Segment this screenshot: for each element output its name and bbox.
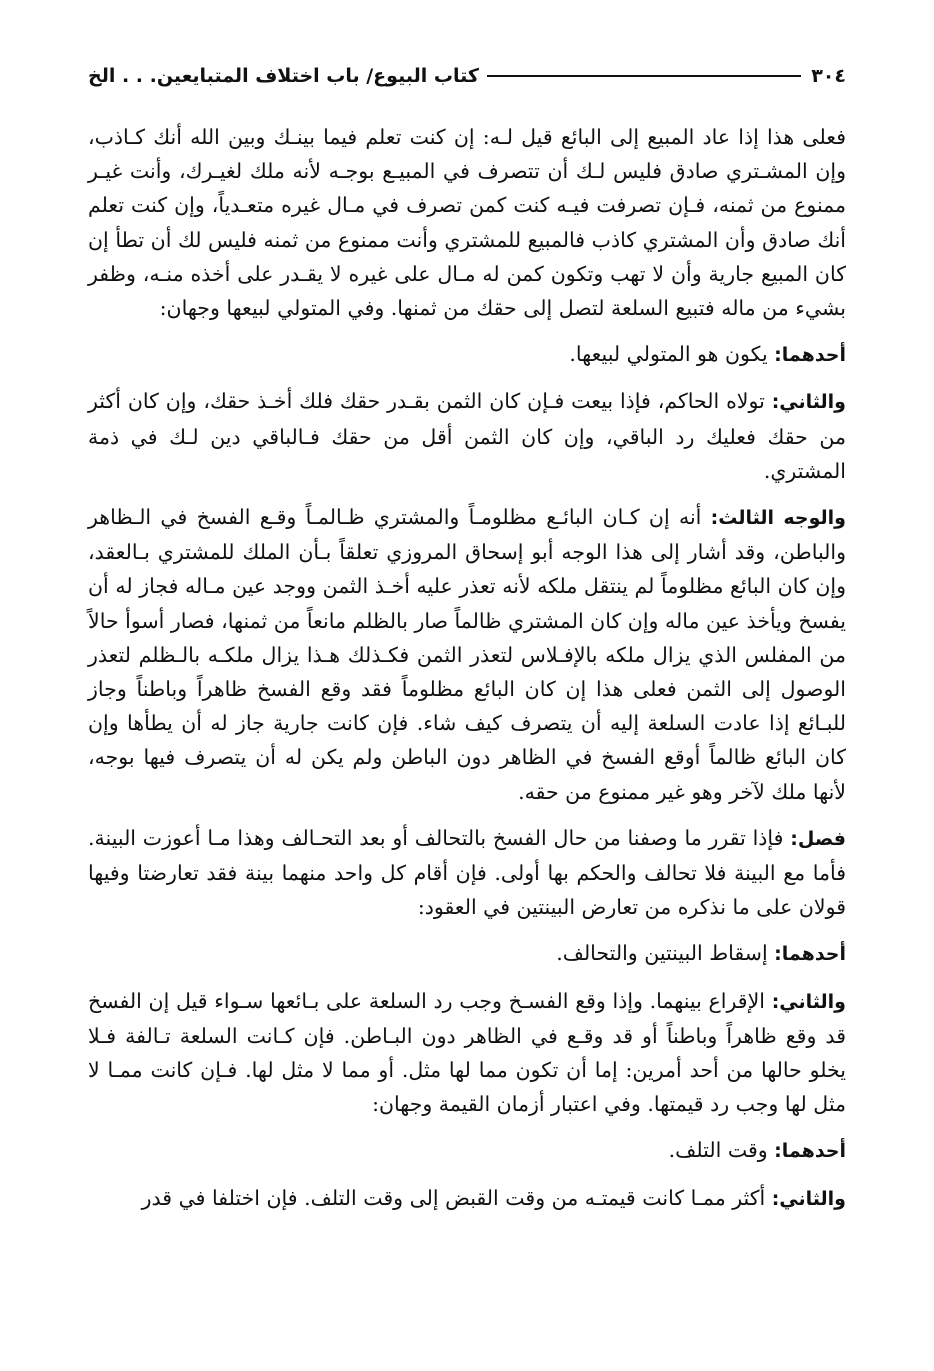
paragraph-text: أنه إن كـان البائـع مظلومـاً والمشتري ظـالمـاً وقـع الفسخ في الـظاهر والباطن، وقد أشار إلى هذا الوجه أبو إسحاق المروزي تعلقاً بـأن الملك للمشتري بـالعقد، وإن كان البائع مظلوماً لم ينتقل ملكه لأنه تعذر عليه أخـذ الثمن ووجد عين مـاله فجاز له أن يفسخ ويأخذ عين ماله وإن كان المشتري ظالماً صار بالظلم مانعاً من ثمنها، فصار أسوأ حالاً من المفلس الذي يزال ملكه بالإفـلاس لتعذر الثمن فكـذلك هـذا يزال ملكـه بالـظلم لتعذر الوصول إلى الثمن فعلى هذا إن كان البائع مظلوماً فقد وقع الفسخ ظاهراً وباطناً وجاز للبـائع إذا عادت السلعة إليه أن يتصرف كيف شاء. فإن كانت جارية جاز له أن يطأها وإن كان البائع ظالماً أوقع الفسخ في الظاهر دون الباطن ولم يكن له أن يتصرف فيها بوجه، لأنها ملك لآخر وهو غير ممنوع من حقه. <box>88 505 846 804</box>
paragraph-third-view <box>88 500 846 809</box>
paragraph-first-view <box>88 337 846 372</box>
running-header <box>88 58 846 94</box>
paragraph-section <box>88 821 846 925</box>
paragraph-lead: أحدهما: <box>774 943 846 966</box>
paragraph-text: يكون هو المتولي لبيعها. <box>569 342 775 367</box>
paragraph-second-time <box>88 1181 846 1216</box>
paragraph-text: وقت التلف. <box>668 1138 775 1163</box>
paragraph-first-time <box>88 1133 846 1168</box>
paragraph-lead: والثاني: <box>771 391 846 414</box>
paragraph-lead: والثاني: <box>771 1187 846 1210</box>
paragraph-text: أكثر ممـا كانت قيمتـه من وقت القبض إلى وقت التلف. فإن اختلفا في قدر <box>141 1185 772 1210</box>
paragraph-lead: والثاني: <box>771 990 846 1013</box>
paragraph-intro <box>88 120 846 325</box>
paragraph-text: تولاه الحاكم، فإذا بيعت فـإن كان الثمن بقـدر حقك فلك أخـذ حقك، وإن كان أكثر من حقك فعليك رد الباقي، وإن كان الثمن أقل من حقك فـالباقي دين لـك في ذمة المشتري. <box>88 389 846 483</box>
paragraph-text: إسقاط البينتين والتحالف. <box>556 941 775 966</box>
header-title: كتاب البيوع/ باب اختلاف المتبايعين. . . الخ <box>88 65 479 87</box>
paragraph-second-saying <box>88 984 846 1122</box>
paragraph-second-view <box>88 384 846 488</box>
paragraph-text: فإذا تقرر ما وصفنا من حال الفسخ بالتحالف أو بعد التحـالف وهذا مـا أعوزت البينة. فأما مع البينة فلا تحالف والحكم بها أولى. فإن أقام كل واحد منهما بينة فقد تعارضتا وفيها قولان على ما نذكره من تعارض البينتين في العقود: <box>88 825 846 920</box>
paragraph-lead: أحدهما: <box>774 1140 846 1163</box>
header-rule <box>487 75 801 77</box>
page-number: ٣٠٤ <box>811 65 846 87</box>
paragraph-lead: أحدهما: <box>774 344 846 367</box>
paragraph-text: الإقراع بينهما. وإذا وقع الفسـخ وجب رد السلعة على بـائعها سـواء قيل إن الفسخ قد وقع ظاهراً وباطناً أو قد وقـع في الظاهر دون البـاطن. فإن كـانت السلعة تـالفة فـلا يخلو حالها من أحد أمرين: إما أن تكون مما لها مثل. أو مما لا مثل لها. فـإن كانت ممـا لا مثل لها وجب رد قيمتها. وفي اعتبار أزمان القيمة وجهان: <box>88 988 846 1117</box>
paragraph-lead: فصل: <box>790 827 846 850</box>
paragraph-text: فعلى هذا إذا عاد المبيع إلى البائع قيل لـه: إن كنت تعلم فيما بينـك وبين الله أنك كـاذب، وإن المشـتري صادق فليس لـك أن تتصرف في المبيـع بوجـه لأنه ملك لغيـرك، وأنت غيـر ممنوع من ثمنه، فـإن تصرفت فيـه كنت كمن تصرف في مـال غيره متعـدياً، وإن كنت تعلم أنك صادق وأن المشتري كاذب فالمبيع للمشتري وأنت ممنوع من ثمنه فليس لك أن تطأ إن كان المبيع جارية وأن لا تهب وتكون كمن له مـال على غيره لا يقـدر على أخذه منـه، وظفر بشيء من ماله فتبيع السلعة لتصل إلى حقك من ثمنها. وفي المتولي لبيعها وجهان: <box>88 125 846 321</box>
paragraph-lead: والوجه الثالث: <box>710 507 846 530</box>
paragraph-first-saying <box>88 936 846 971</box>
